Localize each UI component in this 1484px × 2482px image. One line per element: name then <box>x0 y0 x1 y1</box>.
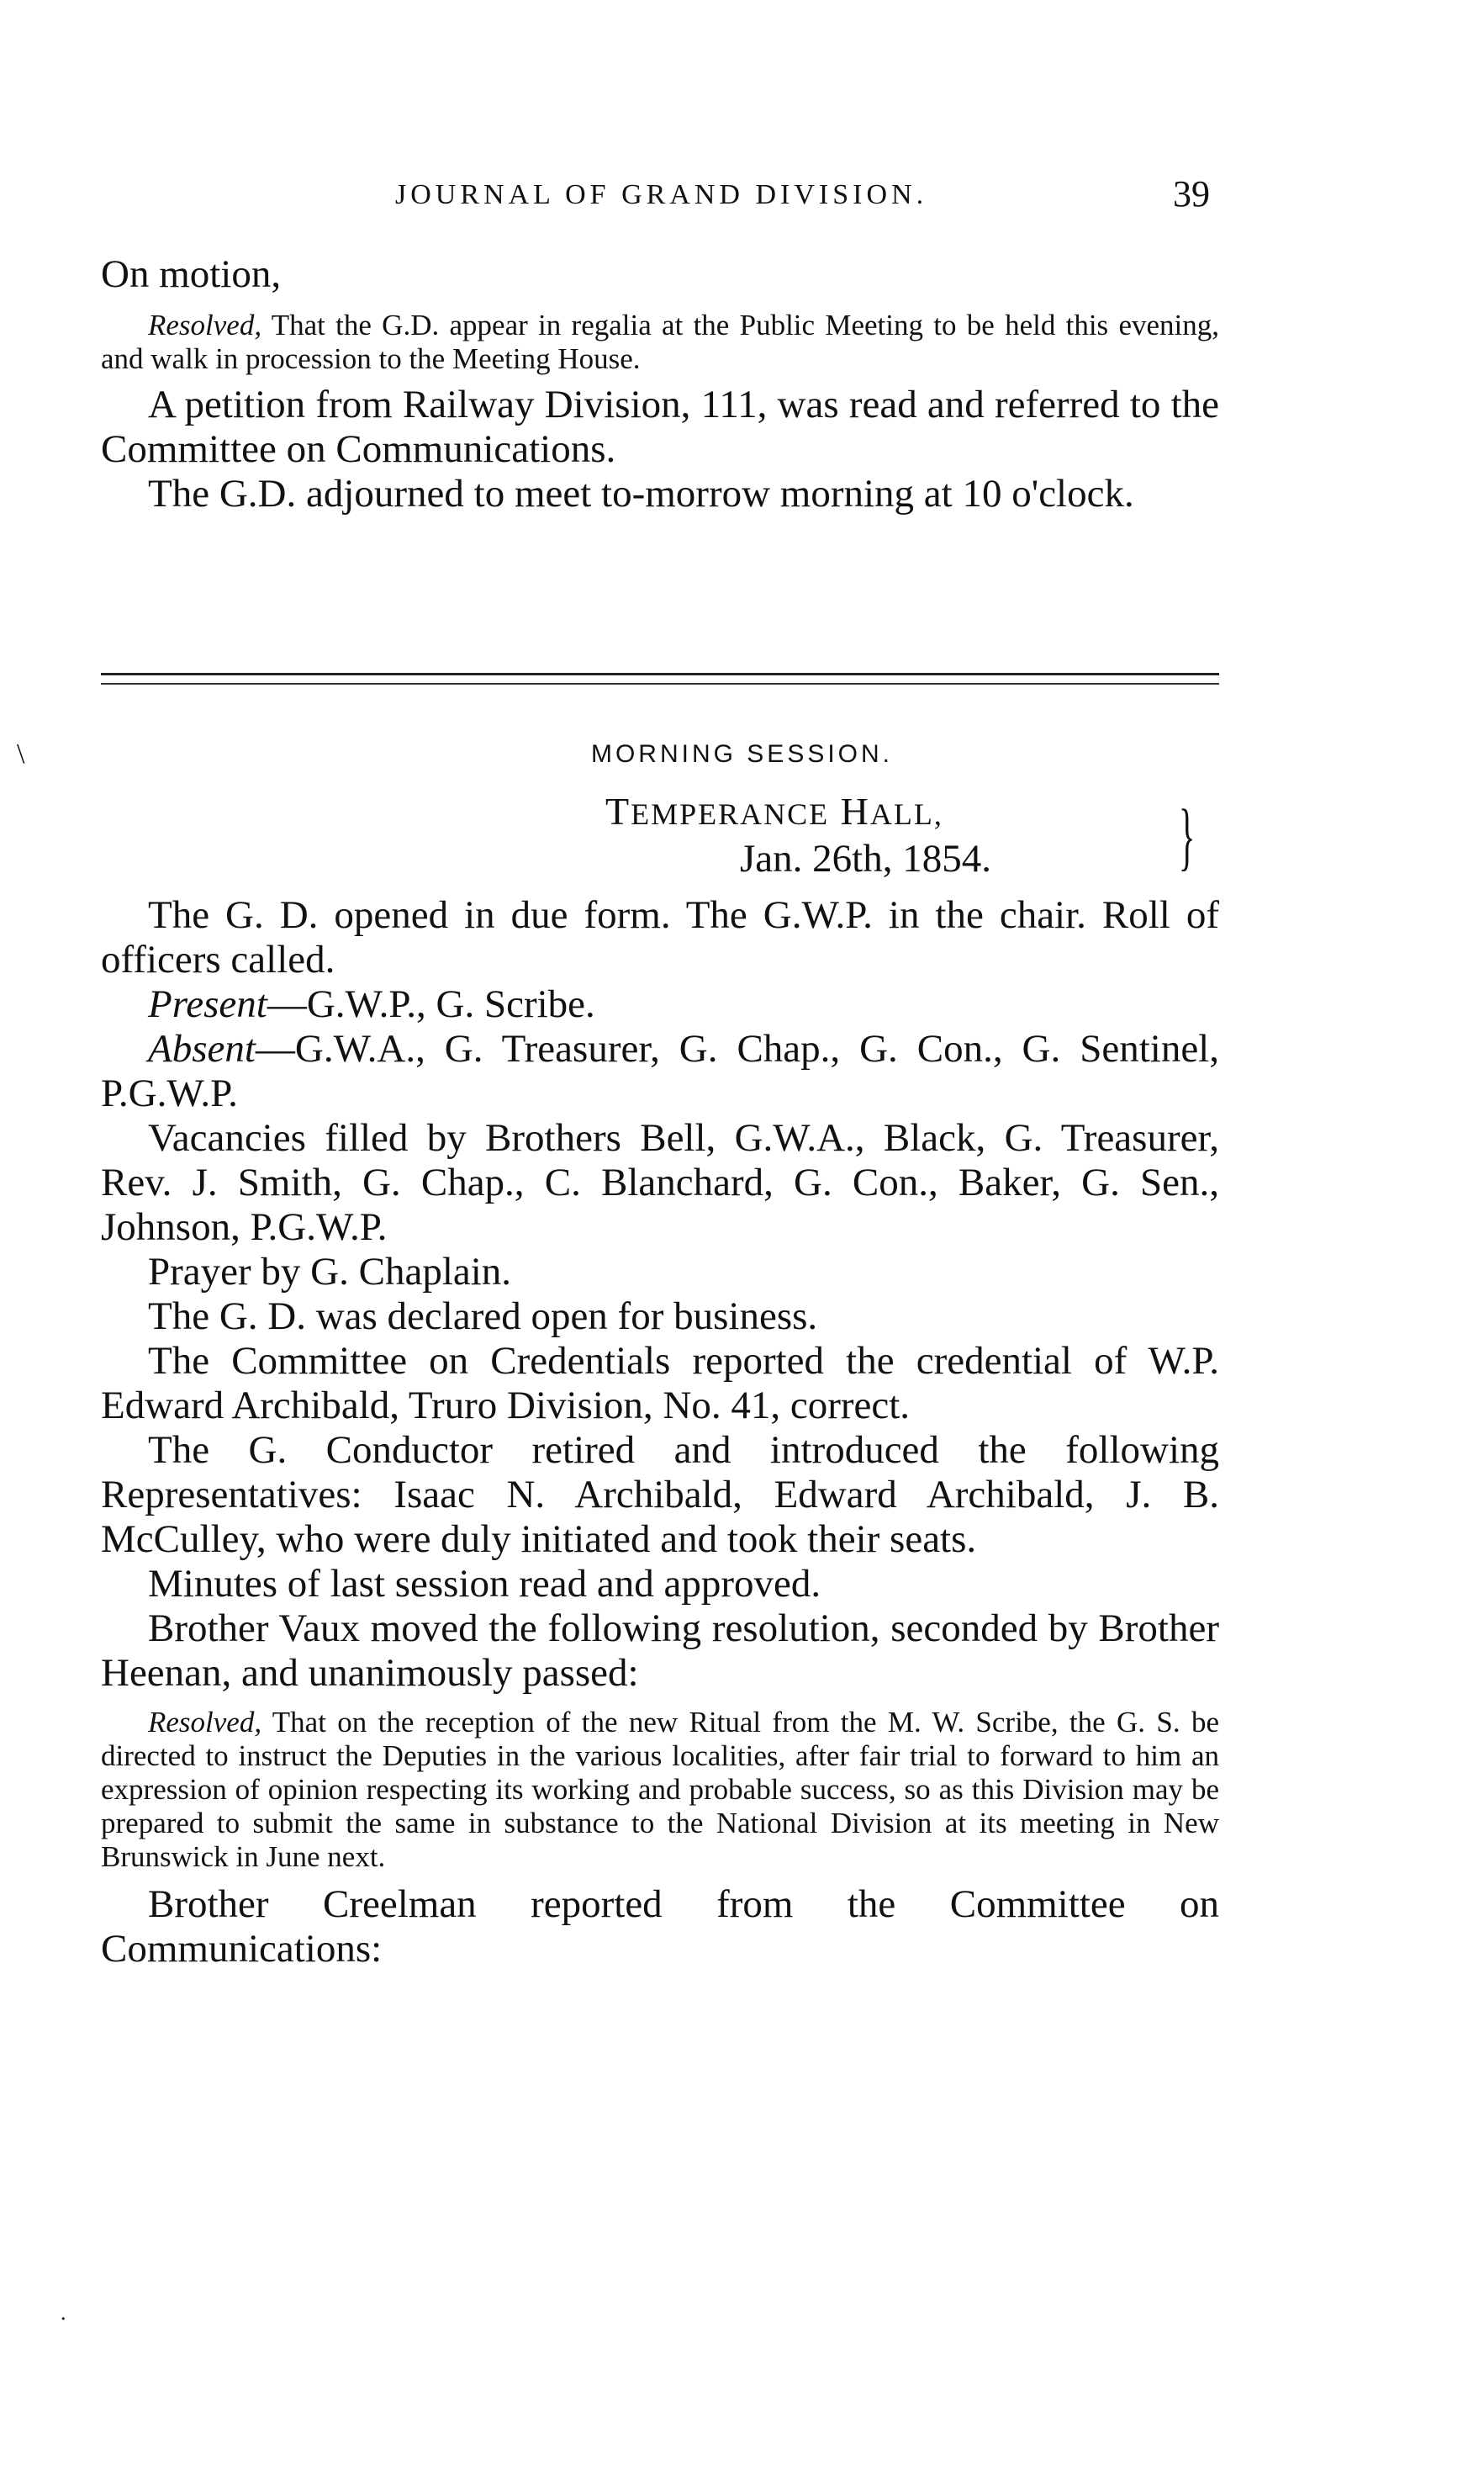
resolved-label: Resolved, <box>148 309 262 341</box>
place-hall-initial: H <box>840 790 870 833</box>
absent-paragraph <box>101 1027 1219 1116</box>
resolved2-paragraph <box>101 1706 1219 1874</box>
place-line <box>605 789 943 834</box>
morning-section <box>101 893 1219 1971</box>
top-section <box>101 252 1219 516</box>
present-label: Present <box>148 982 267 1026</box>
margin-mark: \ <box>17 738 25 770</box>
petition-paragraph: A petition from Railway Division, 111, was read and referred to the Committee on Communications. <box>101 383 1219 471</box>
section-divider-bottom <box>101 683 1219 685</box>
resolved-paragraph <box>101 309 1219 376</box>
resolved2-label: Resolved, <box>148 1706 262 1738</box>
absent-label: Absent <box>148 1027 256 1071</box>
running-head: JOURNAL OF GRAND DIVISION. <box>395 179 928 210</box>
adjourned-paragraph: The G.D. adjourned to meet to-morrow morning at 10 o'clock. <box>148 472 1134 516</box>
page-header <box>0 172 1484 223</box>
credentials-paragraph: The Committee on Credentials reported the credential of W.P. Edward Archibald, Truro Division, No. 41, correct. <box>101 1339 1219 1427</box>
opened-paragraph: The G. D. opened in due form. The G.W.P. in the chair. Roll of officers called. <box>101 893 1219 982</box>
present-paragraph <box>101 982 1219 1027</box>
absent-text: —G.W.A., G. Treasurer, G. Chap., G. Con., G. Sentinel, P.G.W.P. <box>101 1027 1219 1115</box>
creelman-paragraph: Brother Creelman reported from the Committee on Communications: <box>101 1882 1219 1971</box>
vaux-motion-paragraph: Brother Vaux moved the following resolution, seconded by Brother Heenan, and unanimously passed: <box>101 1606 1219 1695</box>
resolved2-text: That on the reception of the new Ritual from the M. W. Scribe, the G. S. be directed to instruct the Deputies in the various localities, after fair trial to forward to him an expression of opinion respecting its working and probable success, so as this Division may be prepared to submit the same in substance to the National Division at its meeting in New Brunswick in June next. <box>101 1706 1219 1873</box>
stray-mark: . <box>61 2300 66 2325</box>
brace-mark: } <box>1178 795 1196 878</box>
place-initial: T <box>605 790 631 833</box>
page-number: 39 <box>1173 173 1210 214</box>
vacancies-paragraph: Vacancies filled by Brothers Bell, G.W.A., Black, G. Treasurer, Rev. J. Smith, G. Chap., C. Blanchard, G. Con., Baker, G. Sen., Johnson, P.G.W.P. <box>101 1116 1219 1249</box>
session-title: MORNING SESSION. <box>590 740 894 768</box>
section-divider-top <box>101 673 1219 675</box>
conductor-paragraph: The G. Conductor retired and introduced the following Representatives: Isaac N. Archibald, Edward Archibald, J. B. McCulley, who were duly initiated and took their seats. <box>101 1428 1219 1561</box>
on-motion-line: On motion, <box>101 252 282 296</box>
prayer-paragraph: Prayer by G. Chaplain. <box>148 1250 512 1294</box>
resolved-text: That the G.D. appear in regalia at the Public Meeting to be held this evening, and walk in procession to the Meeting House. <box>101 309 1219 375</box>
place-rest: EMPERANCE <box>631 797 830 831</box>
minutes-paragraph: Minutes of last session read and approved. <box>148 1562 821 1606</box>
declared-open-paragraph: The G. D. was declared open for business. <box>148 1294 818 1338</box>
place-hall-rest: ALL, <box>869 797 943 831</box>
date-line: Jan. 26th, 1854. <box>740 837 991 881</box>
present-text: —G.W.P., G. Scribe. <box>267 982 595 1026</box>
